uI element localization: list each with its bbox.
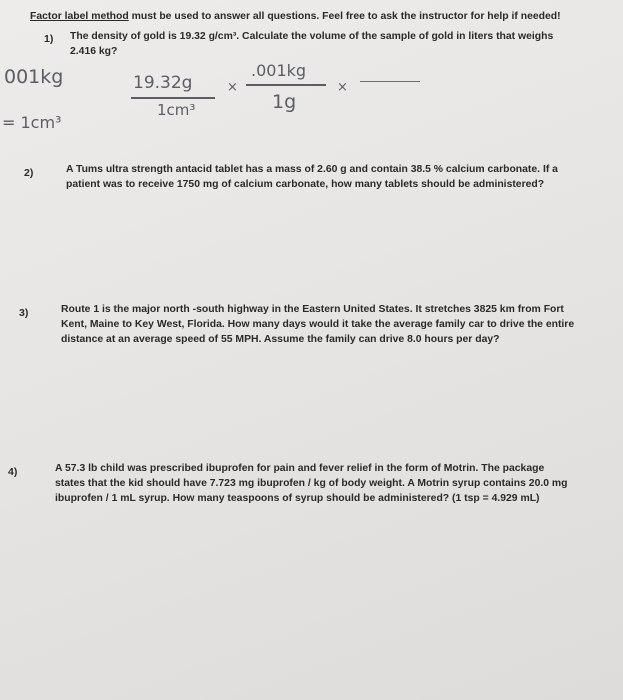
question-3-line-3: distance at an average speed of 55 MPH. Assume the family can drive 8.0 hours per day?: [61, 334, 500, 345]
question-2-line-1: A Tums ultra strength antacid tablet has a mass of 2.60 g and contain 38.5 % calcium carbonate. If a: [66, 164, 558, 175]
question-3-number: 3): [19, 307, 29, 319]
handwritten-fraction-1-denominator: 1cm³: [157, 101, 196, 119]
question-3-text: [61, 302, 591, 347]
method-title: Factor label method: [30, 11, 129, 22]
question-2-text: [66, 162, 576, 192]
question-4-line-1: A 57.3 lb child was prescribed ibuprofen for pain and fever relief in the form of Motrin. The package: [55, 463, 545, 474]
question-4-line-2: states that the kid should have 7.723 mg ibuprofen / kg of body weight. A Motrin syrup contains 20.0 mg: [55, 478, 568, 489]
question-1-line-1: The density of gold is 19.32 g/cm³. Calculate the volume of the sample of gold in liters that weighs: [70, 31, 554, 42]
instructions-header: [30, 11, 561, 22]
question-3-line-2: Kent, Maine to Key West, Florida. How many days would it take the average family car to drive the entire: [61, 319, 575, 330]
fraction-1-bar: [131, 97, 215, 99]
question-4-text: [55, 461, 595, 506]
handwritten-fraction-2-numerator: .001kg: [251, 61, 307, 80]
question-3-line-1: Route 1 is the major north -south highway in the Eastern United States. It stretches 3825 km from Fort: [61, 304, 564, 315]
handwritten-left-bottom: = 1cm³: [2, 113, 62, 132]
handwritten-fraction-1-numerator: 19.32g: [133, 73, 193, 93]
question-4-number: 4): [8, 466, 18, 478]
handwritten-left-top: 001kg: [4, 66, 64, 88]
question-1-text: [70, 29, 570, 59]
question-4-line-3: ibuprofen / 1 mL syrup. How many teaspoons of syrup should be administered? (1 tsp = 4.929 mL): [55, 493, 540, 504]
fraction-2-bar: [246, 84, 326, 86]
handwritten-blank-line: [360, 81, 420, 82]
instructions-text: must be used to answer all questions. Feel free to ask the instructor for help if needed!: [128, 11, 561, 22]
question-1-line-2: 2.416 kg?: [70, 46, 118, 57]
question-2-line-2: patient was to receive 1750 mg of calcium carbonate, how many tablets should be administered?: [66, 179, 545, 190]
question-1-number: 1): [44, 33, 54, 45]
handwritten-multiply-2: ×: [337, 80, 348, 95]
handwritten-multiply-1: ×: [227, 80, 238, 95]
question-2-number: 2): [24, 167, 34, 179]
handwritten-fraction-2-denominator: 1g: [272, 91, 297, 113]
